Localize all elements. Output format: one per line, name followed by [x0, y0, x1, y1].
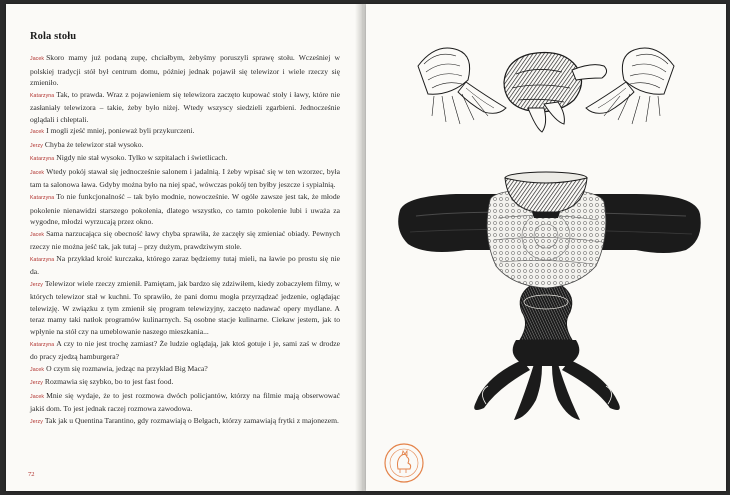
dialogue-line [30, 52, 340, 89]
hand-left-icon [418, 48, 506, 124]
right-page [366, 4, 726, 491]
speaker-name: Jacek [30, 129, 45, 136]
speaker-name: Jacek [30, 169, 45, 176]
dialogue-line [30, 228, 340, 253]
speaker-name: Katarzyna [30, 256, 55, 263]
page-number: 72 [28, 471, 35, 478]
speaker-name: Jacek [30, 393, 45, 400]
dialogue-line [30, 376, 340, 390]
dialogue-text-line: I mogli zjeść mniej, ponieważ byli przykurczeni. [46, 126, 195, 136]
dialogue-text-line: Nigdy nie stał wysoko. Tylko w szpitalach i świetlicach. [56, 153, 228, 163]
table-illustration [366, 4, 726, 491]
dialogue-line [30, 125, 340, 139]
dialogue-line [30, 139, 340, 153]
speaker-name: Jerzy [30, 142, 43, 149]
dialogue-text-line: Tak, to prawda. Wraz z pojawieniem się telewizora zaczęto kupować stoły i ławy, które nie zasłaniały telewizora – takie, żeby było niżej. Wtedy wszyscy siedzieli zgarbieni. Jednocześnie oglądali i chłeptali. [30, 89, 340, 124]
dialogue-text-line: Telewizor wiele rzeczy zmienił. Pamiętam, jak bardzo się zdziwiłem, kiedy zobaczyłem filmy, w których telewizor stał w kuchni. To sprawiło, że pani domu mogła przyrządzać jedzenie, oglądając telewizję. W związku z tym zmienił się program telewizyjny, zaczęto nadawać opery mydlane. A teraz mamy taki natłok programów kulinarnych. Są osobne stacje kulinarne. Ciekaw jestem, jak to wpłynie na stół czy na umeblowanie naszego mieszkania... [30, 278, 340, 337]
dialogue-line [30, 253, 340, 278]
page-heading: Rola stołu [30, 31, 77, 42]
dialogue-line [30, 415, 340, 429]
speaker-name: Jacek [30, 231, 45, 238]
dialogue-text-line: Sama narzucająca się obecność ławy chyba sprawiła, że zaczęły się zmieniać obiady. Pewnych rzeczy nie można jeść tak, jak tutaj – przy dużym, prawdziwym stole. [30, 228, 340, 252]
dialogue-line [30, 89, 340, 126]
dialogue-text-line: O czym się rozmawia, jedząc na przykład Big Maca? [46, 363, 208, 373]
dialogue-line [30, 166, 340, 191]
speaker-name: Jerzy [30, 418, 43, 425]
dialogue-line [30, 152, 340, 166]
speaker-name: Jacek [30, 56, 45, 62]
rooster-stamp-icon [385, 444, 423, 482]
dialogue-line [30, 191, 340, 228]
left-page [6, 4, 361, 491]
roast-chicken-icon [504, 53, 607, 133]
dialogue-text-line: To nie funkcjonalność – tak było modnie, nowocześnie. W ogóle zawsze jest tak, że młode pokolenie nienawidzi starszego pokolenia, dlatego wszystko, co tamto pokolenie lubi i uważa za wygodne, młodzi wyrzucają przez okno. [30, 192, 340, 227]
speaker-name: Katarzyna [30, 341, 55, 348]
speaker-name: Katarzyna [30, 156, 55, 163]
speaker-name: Jerzy [30, 380, 43, 387]
hand-right-icon [586, 48, 674, 124]
dialogue-line [30, 278, 340, 338]
speaker-name: Jerzy [30, 281, 43, 288]
dialogue-text-line: Mnie się wydaje, że to jest rozmowa dwóch policjantów, którzy na filmie mają obserwować jakiś dom. To jest jednak raczej rozmowa zawodowa. [30, 390, 340, 414]
dialogue-line [30, 390, 340, 415]
dialogue-text-line: Tak jak u Quentina Tarantino, gdy rozmawiają o Belgach, którzy zamawiają frytki z majonezem. [44, 415, 339, 425]
dialogue-text-line: Rozmawia się szybko, bo to jest fast food. [44, 377, 174, 387]
speaker-name: Katarzyna [30, 92, 55, 99]
speaker-name: Katarzyna [30, 195, 55, 202]
speaker-name: Jacek [30, 366, 45, 373]
dialogue-text-line: Wtedy pokój stawał się jednocześnie salonem i jadalnią. I żeby wpisać się w ten wzorzec, była tam ta salonowa ława. Gdyby można było na niej spać, wówczas pokój ten byłby jeszcze i sypialnią. [30, 166, 340, 190]
dialogue-text-line: Skoro mamy już podaną zupę, chciałbym, żebyśmy poruszyli sprawę stołu. Wcześniej w polskiej tradycji stół był centrum domu, później jednak pojawił się telewizor i wiele rzeczy się zmieniło. [30, 53, 340, 88]
dialogue-line [30, 338, 340, 363]
dialogue-text-line: A czy to nie jest trochę zamiast? Że ludzie oglądają, jak ktoś gotuje i je, sami zaś w drodze do pracy zjedzą hamburgera? [30, 338, 340, 362]
dialogue-text-line: Na przykład kroić kurczaka, którego zaraz będziemy tutaj mieli, na ławie po prostu się nie da. [30, 253, 340, 277]
dialogue-line [30, 363, 340, 377]
dialogue-text-line: Chyba że telewizor stał wysoko. [44, 139, 144, 149]
dialogue-text [30, 52, 340, 428]
